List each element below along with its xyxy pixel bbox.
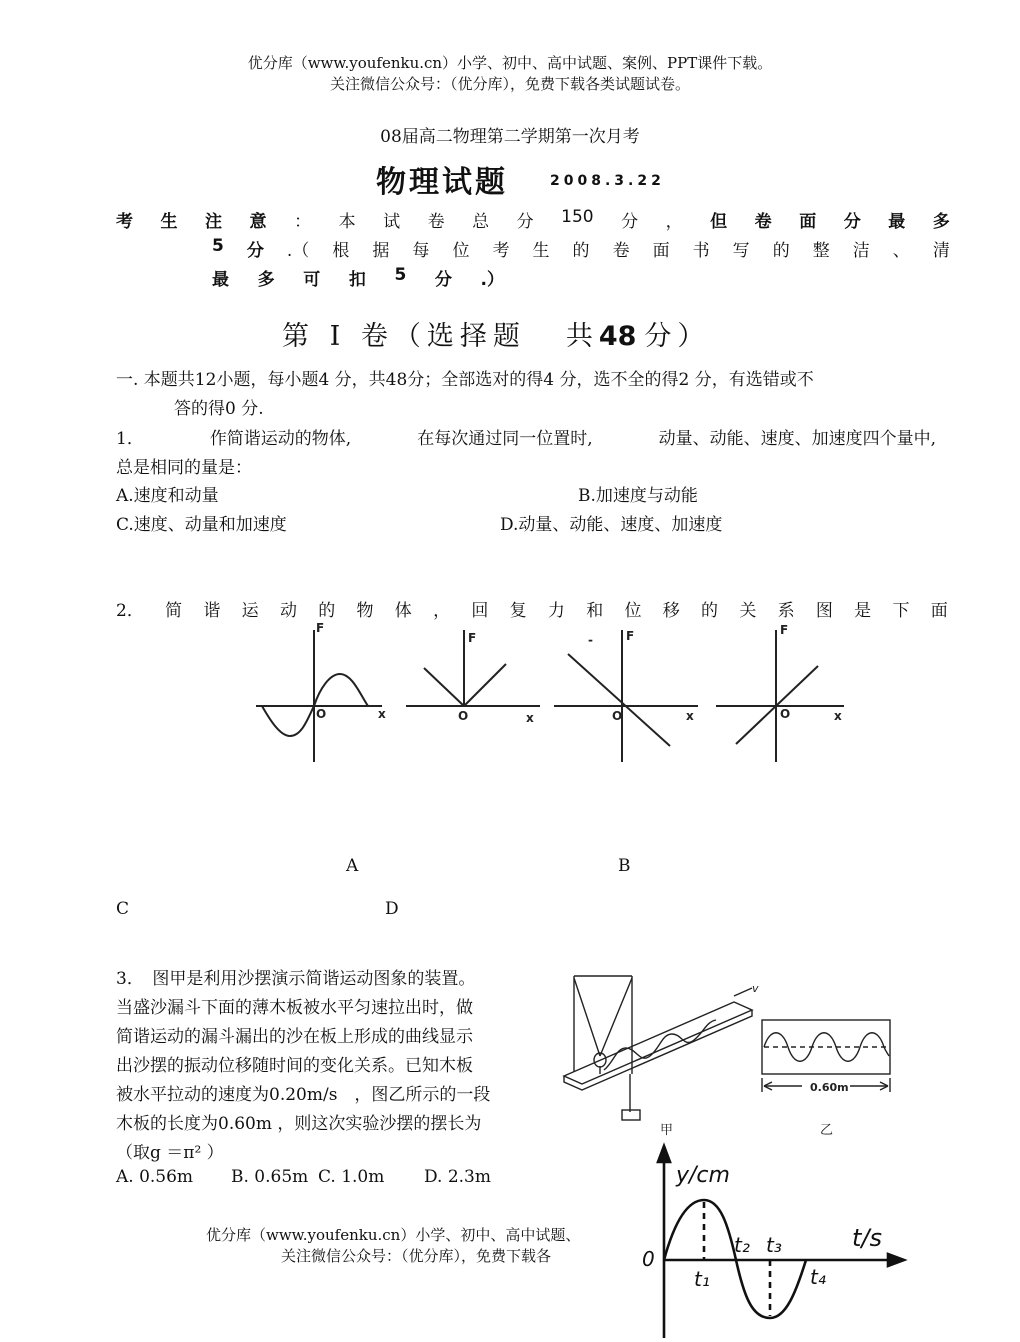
notice-char: 每 [412,241,430,261]
notice-char: 5 [394,265,407,285]
q2-graph-c-x-label: x [686,709,694,723]
notice-line-3 [212,265,504,290]
q2-stem-char: 简 [165,601,183,621]
q3-fig-jia-label: 甲 [660,1123,674,1138]
q3-option-d: D. 2.3m [424,1167,491,1187]
q1-option-b: B.加速度与动能 [578,486,698,506]
q3-stem-line: 被水平拉动的速度为0.20m/s ，图乙所示的一段 [116,1085,491,1105]
q2-stem-char: 位 [624,601,642,621]
q2-stem-char: 图 [815,601,833,621]
notice-char: 本 [338,212,356,232]
yt-graph [636,1142,908,1342]
q2-graph-b-f-label: F [468,631,477,645]
q1-stem-part: 动量、动能、速度、加速度四个量中, [658,429,936,449]
notice-char: 考 [116,212,133,232]
q3-stem-line: 简谐运动的漏斗漏出的沙在板上形成的曲线显示 [116,1027,473,1047]
notice-char-bold: 最 [888,212,906,232]
yt-graph-y-label: y/cm [676,1163,730,1188]
notice-char-bold: 多 [932,212,950,232]
notice-char: 生 [532,241,550,261]
exam-title: 物理试题 [376,165,508,200]
notice-char: 总 [472,212,490,232]
q3-stem-line: 当盛沙漏斗下面的薄木板被水平匀速拉出时，做 [116,998,473,1018]
exam-subtitle: 08届高二物理第二学期第一次月考 [380,127,640,147]
notice-char: 可 [303,270,321,290]
q2-stem-char: 的 [701,601,719,621]
q1-option-d: D.动量、动能、速度、加速度 [500,515,723,535]
q2-stem-char: 运 [241,601,259,621]
yt-graph-x-label: t/s [852,1224,882,1252]
footer-line-2: 关注微信公众号：（优分库），免费下载各 [281,1247,552,1265]
q3-figure-jia [556,966,759,1138]
q2-graph-d-o-label: O [780,707,791,721]
notice-char: 面 [652,241,670,261]
notice-char: 据 [372,241,390,261]
notice-char-bold: 面 [799,212,817,232]
yt-graph-t3: t₃ [766,1233,782,1257]
q1-stem-part: 1． [116,429,144,449]
notice-char: 写 [732,241,750,261]
notice-char: 的 [772,241,790,261]
notice-char: ， [665,212,683,232]
notice-char: .） [480,270,504,290]
q2-stem-char: 力 [547,601,565,621]
q2-graph-d-f-label: F [780,623,789,637]
section-heading-suffix: 分） [644,321,711,352]
q2-stem-char: 的 [318,601,336,621]
q2-stem-char: ， [433,601,451,621]
section-heading-gap: 共 [565,321,593,352]
q2-graph-d [716,630,844,762]
q2-graph-c [554,630,698,762]
section-intro-line-2: 答的得0 分. [174,399,264,419]
notice-char: 根 [332,241,350,261]
q1-stem-line-1 [116,424,936,449]
q3-figure-yi [758,1016,898,1138]
q2-label-b: B [618,856,631,876]
q3-option-c: C. 1.0m [318,1167,385,1187]
notice-char: 生 [160,212,178,232]
q2-label-d: D [385,899,399,919]
header-line-2: 关注微信公众号：（优分库），免费下载各类试题试卷。 [329,75,690,93]
q2-stem-char: 2． [116,601,144,621]
notice-char: 的 [572,241,590,261]
notice-char: 书 [692,241,710,261]
q1-stem-line-2: 总是相同的量是： [116,458,252,478]
notice-char: 卷 [427,212,445,232]
q3-fig-v-label: v [752,982,759,995]
q2-stem-char: 面 [930,601,948,621]
notice-char: 试 [383,212,401,232]
notice-char: 扣 [348,270,366,290]
q2-graphs [250,618,850,768]
q2-stem-char: 物 [356,601,374,621]
notice-char: 、 [892,241,910,261]
q2-stem-char: 和 [586,601,604,621]
yt-graph-origin: 0 [642,1247,655,1271]
yt-graph-t1: t₁ [694,1267,710,1291]
q2-graph-a-o-label: O [316,707,327,721]
notice-char: 分 [434,270,452,290]
notice-char: 整 [812,241,830,261]
q2-label-a: A [346,856,359,876]
yt-graph-t2: t₂ [734,1233,750,1257]
q2-stem-char: 谐 [203,601,221,621]
notice-char-bold: 但 [710,212,728,232]
exam-date: 2008.3.22 [550,173,665,189]
q3-option-b: B. 0.65m [231,1167,309,1187]
q2-label-c: C [116,899,130,919]
q3-stem-line: 木板的长度为0.60m ，则这次实验沙摆的摆长为 [116,1114,482,1134]
q1-option-a: A.速度和动量 [116,486,219,506]
q3-stem-line: 出沙摆的振动位移随时间的变化关系。已知木板 [116,1056,473,1076]
q2-graph-c-minus: - [588,633,593,647]
q1-stem-part: 在每次通过同一位置时, [417,429,593,449]
q2-graph-d-x-label: x [834,709,842,723]
notice-char: 5 [212,236,224,256]
notice-char: 考 [492,241,510,261]
q2-graph-b-o-label: O [458,709,469,723]
footer-line-1: 优分库（www.youfenku.cn）小学、初中、高中试题、 [206,1226,581,1244]
section-heading [282,314,710,353]
q2-stem-char: 系 [777,601,795,621]
section-heading-prefix: 第 Ⅰ 卷（选择题 [282,321,526,352]
notice-char-bold: 分 [843,212,861,232]
q2-stem-char: 复 [509,601,527,621]
notice-char: 分 [246,241,264,261]
notice-char: 洁 [852,241,870,261]
q3-stem-line: 3． 图甲是利用沙摆演示简谐运动图象的装置。 [116,969,476,989]
q2-stem-char: 是 [854,601,872,621]
notice-char: 卷 [612,241,630,261]
q2-stem-char: 动 [279,601,297,621]
q3-option-a: A. 0.56m [116,1167,194,1187]
notice-char: 注 [205,212,223,232]
q1-stem-part: 作简谐运动的物体, [209,429,352,449]
q2-graph-c-f-label: F [626,629,635,643]
notice-line-2 [212,236,950,261]
notice-char: .（ [286,241,310,261]
notice-char-bold: 卷 [754,212,772,232]
notice-char: 位 [452,241,470,261]
notice-char: 分 [516,212,534,232]
q2-graph-c-o-label: O [612,709,623,723]
q2-stem-char: 下 [892,601,910,621]
section-intro-line-1: 一. 本题共12小题，每小题4 分，共48分；全部选对的得4 分，选不全的得2 分，有选错或不 [116,370,814,390]
notice-char: 清 [932,241,950,261]
notice-char: ： [294,212,312,232]
q2-stem-char: 关 [739,601,757,621]
q2-graph-a-x-label: x [378,707,386,721]
section-heading-number: 48 [598,321,637,352]
q2-stem-char: 移 [662,601,680,621]
q3-fig-yi-label: 乙 [820,1123,834,1138]
notice-line-1 [116,207,950,232]
notice-char: 最 [212,270,229,290]
q2-stem-char: 体 [394,601,412,621]
notice-char: 多 [257,270,275,290]
q2-graph-a-f-label: F [316,621,325,635]
q2-graph-b-x-label: x [526,711,534,725]
notice-char: 意 [249,212,267,232]
notice-char: 分 [621,212,639,232]
q1-option-c: C.速度、动量和加速度 [116,515,287,535]
q2-graph-a [256,630,382,762]
header-line-1: 优分库（www.youfenku.cn）小学、初中、高中试题、案例、PPT课件下载。 [247,54,773,72]
q3-stem-line: （取g ＝π² ） [116,1143,224,1163]
q3-fig-length-label: 0.60m [810,1081,849,1094]
notice-char: 150 [561,207,594,227]
q2-stem-char: 回 [471,601,489,621]
yt-graph-t4: t₄ [810,1265,826,1289]
